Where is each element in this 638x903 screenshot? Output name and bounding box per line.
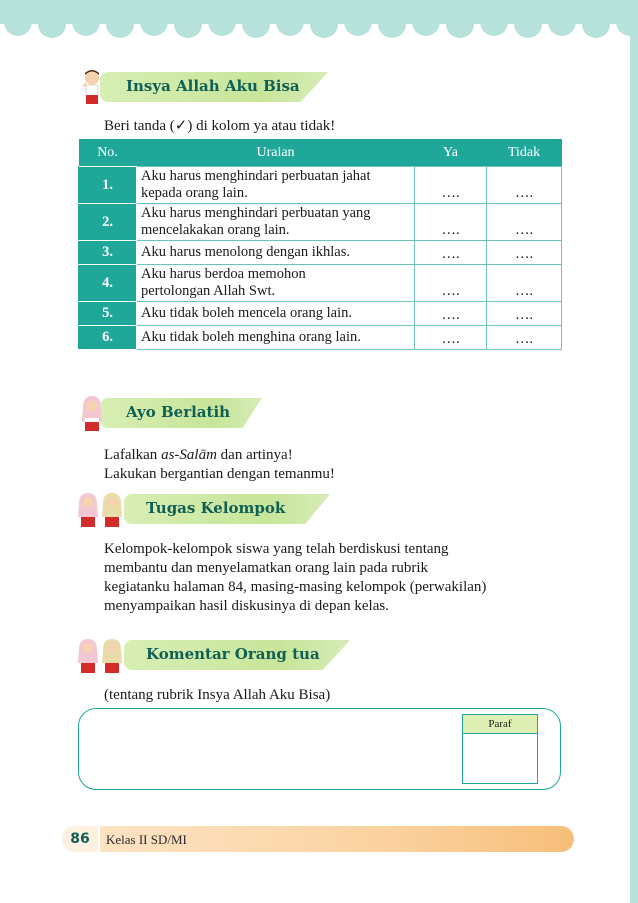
practice-line-1: Lafalkan as-Salām dan artinya!: [104, 447, 293, 463]
section-header-insya-allah: [78, 68, 338, 106]
table-row: [79, 265, 562, 302]
header-tidak: Tidak: [487, 139, 562, 167]
paraf-signature-box[interactable]: [462, 714, 538, 784]
section-title: Komentar Orang tua: [146, 645, 320, 663]
task-line-2: membantu dan menyelamatkan orang lain pada rubrik: [104, 560, 429, 576]
girl-student-icon: [78, 394, 108, 434]
section-header-tugas-kelompok: [78, 490, 338, 528]
answer-tidak-cell[interactable]: ….: [487, 326, 562, 350]
footer-label: Kelas II SD/MI: [106, 832, 187, 847]
row-description: Aku tidak boleh menghina orang lain.: [137, 326, 415, 350]
answer-tidak-cell[interactable]: ….: [487, 167, 562, 204]
table-row: [79, 241, 562, 265]
comment-note: (tentang rubrik Insya Allah Aku Bisa): [104, 687, 331, 703]
table-row: [79, 326, 562, 350]
answer-tidak-cell[interactable]: ….: [487, 302, 562, 326]
answer-ya-cell[interactable]: ….: [415, 167, 487, 204]
row-description: Aku harus menolong dengan ikhlas.: [137, 241, 415, 265]
answer-tidak-cell[interactable]: ….: [487, 204, 562, 241]
section-title: Tugas Kelompok: [146, 499, 286, 517]
row-description: Aku harus berdoa memohon pertolongan Allah Swt.: [137, 265, 415, 302]
answer-ya-cell[interactable]: ….: [415, 204, 487, 241]
checklist-table: [78, 139, 562, 350]
boy-student-icon: [78, 68, 108, 108]
group-students-icon: [78, 490, 124, 530]
top-scalloped-banner: [0, 0, 638, 40]
table-row: [79, 302, 562, 326]
page-number: 86: [62, 826, 98, 852]
task-line-1: Kelompok-kelompok siswa yang telah berdiskusi tentang: [104, 541, 449, 557]
section-title: Ayo Berlatih: [126, 403, 231, 421]
row-number: 3.: [79, 241, 137, 265]
practice-line-2: Lakukan bergantian dengan temanmu!: [104, 466, 335, 482]
answer-ya-cell[interactable]: ….: [415, 302, 487, 326]
row-number: 4.: [79, 265, 137, 302]
row-number: 5.: [79, 302, 137, 326]
header-ya: Ya: [415, 139, 487, 167]
answer-ya-cell[interactable]: ….: [415, 265, 487, 302]
parent-child-icon: [78, 636, 124, 676]
answer-ya-cell[interactable]: ….: [415, 241, 487, 265]
answer-tidak-cell[interactable]: ….: [487, 265, 562, 302]
instruction-text: Beri tanda (✓) di kolom ya atau tidak!: [104, 118, 336, 134]
table-row: [79, 167, 562, 204]
row-description: Aku harus menghindari perbuatan yang mencelakakan orang lain.: [137, 204, 415, 241]
answer-tidak-cell[interactable]: ….: [487, 241, 562, 265]
row-description: Aku harus menghindari perbuatan jahat kepada orang lain.: [137, 167, 415, 204]
row-number: 1.: [79, 167, 137, 204]
paraf-label: Paraf: [463, 715, 537, 734]
table-row: [79, 204, 562, 241]
task-line-3: kegiatanku halaman 84, masing-masing kelompok (perwakilan): [104, 579, 487, 595]
header-no: No.: [79, 139, 137, 167]
answer-ya-cell[interactable]: ….: [415, 326, 487, 350]
task-line-4: menyampaikan hasil diskusinya di depan kelas.: [104, 598, 389, 614]
row-number: 6.: [79, 326, 137, 350]
header-uraian: Uraian: [137, 139, 415, 167]
row-number: 2.: [79, 204, 137, 241]
section-header-ayo-berlatih: [78, 394, 278, 432]
row-description: Aku tidak boleh mencela orang lain.: [137, 302, 415, 326]
table-header-row: [79, 139, 562, 167]
section-header-komentar-orang-tua: [78, 636, 358, 674]
section-title: Insya Allah Aku Bisa: [126, 77, 300, 95]
right-edge-stripe: [630, 30, 638, 903]
